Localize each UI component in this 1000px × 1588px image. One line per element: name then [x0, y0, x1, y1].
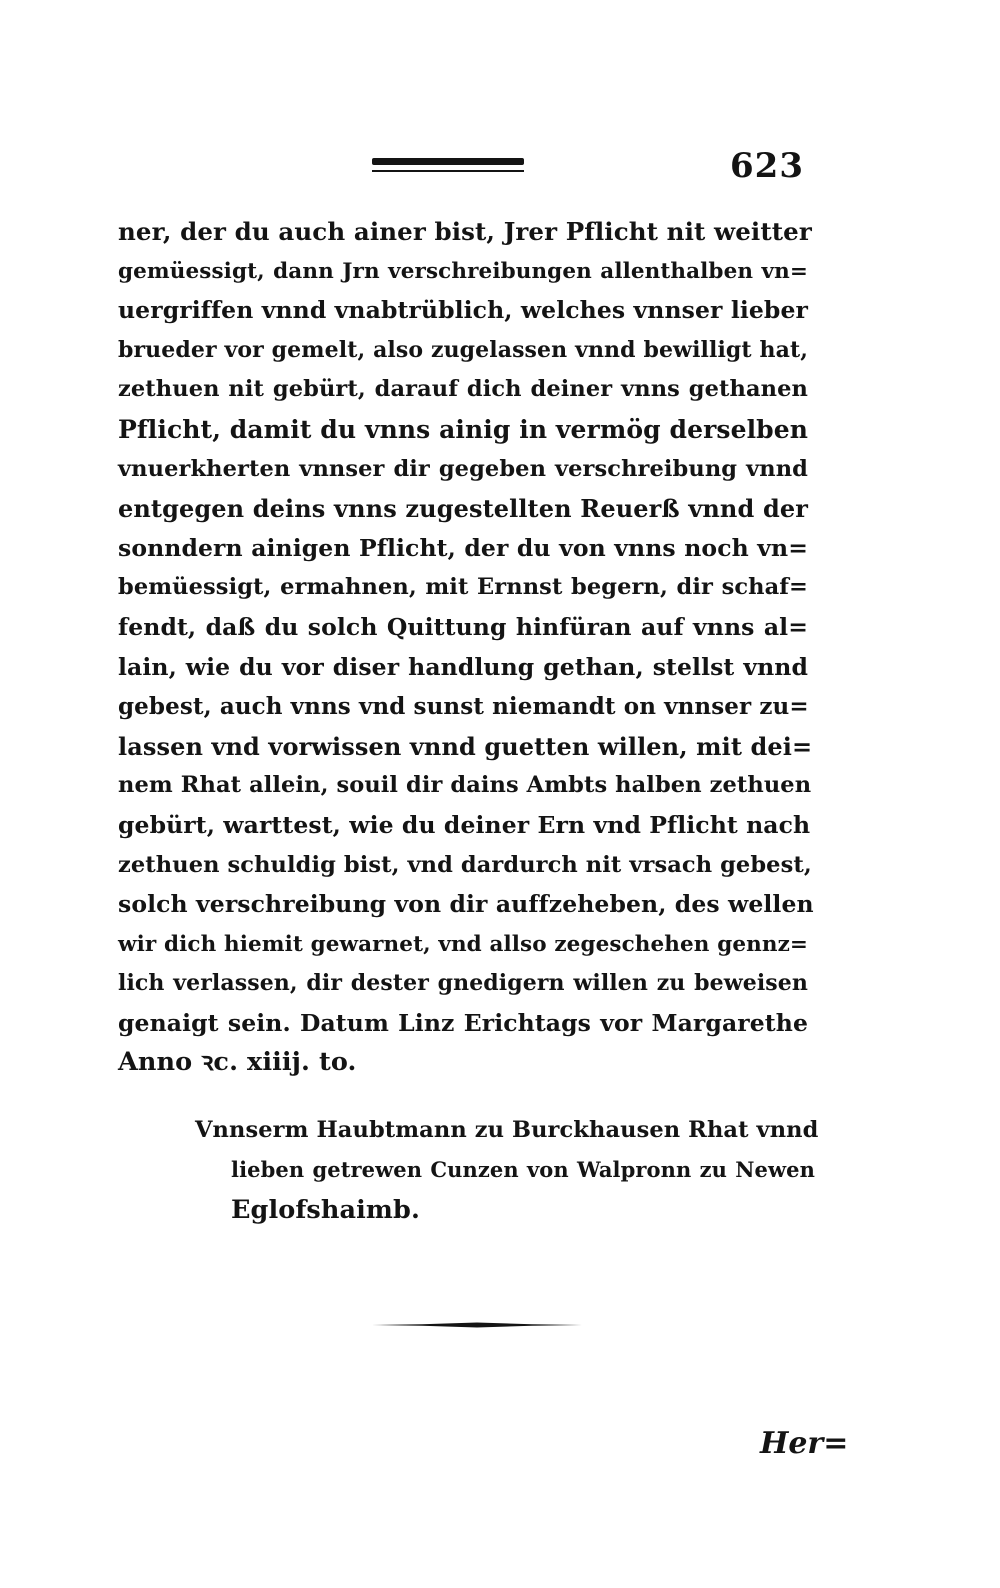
footer-ornament-rule: [372, 1320, 582, 1330]
body-line: brueder vor gemelt, also zugelassen vnnd bewilligt hat,: [118, 336, 808, 363]
page-number: 623: [730, 146, 804, 186]
address-line: lieben getrewen Cunzen von Walpronn zu Newen: [231, 1157, 815, 1182]
header-rule-bar: [372, 158, 524, 165]
letter-body: [118, 212, 814, 1083]
body-line: gebürt, warttest, wie du deiner Ern vnd Pflicht nach: [118, 810, 811, 839]
body-line: vnuerkherten vnnser dir gegeben verschreibung vnnd: [118, 455, 808, 482]
body-line: zethuen nit gebürt, darauf dich deiner vnns gethanen: [118, 376, 808, 403]
body-line-dateline: Anno ꝛc. xiiij. to.: [118, 1047, 357, 1078]
body-line: fendt, daß du solch Quittung hinfüran auf vnns al=: [118, 612, 808, 641]
body-line: zethuen schuldig bist, vnd dardurch nit vrsach gebest,: [118, 851, 812, 878]
body-line: wir dich hiemit gewarnet, vnd allso zegeschehen gennz=: [118, 931, 808, 957]
header-rule: [372, 158, 524, 172]
catchword: Her=: [760, 1426, 849, 1461]
body-line: gebest, auch vnns vnd sunst niemandt on vnnser zu=: [118, 693, 809, 721]
address-line: Eglofshaimb.: [231, 1195, 420, 1225]
body-line: genaigt sein. Datum Linz Erichtags vor Margarethe: [118, 1008, 808, 1037]
body-line: nem Rhat allein, souil dir dains Ambts halben zethuen: [118, 772, 812, 799]
body-line: lich verlassen, dir dester gnedigern willen zu beweisen: [118, 970, 808, 997]
body-line: solch verschreibung von dir auffzeheben, des wellen: [118, 890, 814, 919]
body-line: entgegen deins vnns zugestellten Reuerß vnnd der: [118, 494, 808, 524]
body-line: ner, der du auch ainer bist, Jrer Pflicht nit weitter: [118, 217, 812, 246]
body-line: sonndern ainigen Pflicht, der du von vnns noch vn=: [118, 533, 808, 562]
body-line: uergriffen vnnd vnabtrüblich, welches vnnser lieber: [118, 296, 808, 325]
body-line: lassen vnd vorwissen vnnd guetten willen, mit dei=: [118, 731, 813, 761]
header-rule-line: [372, 170, 524, 172]
body-line: bemüessigt, ermahnen, mit Ernnst begern, dir schaf=: [118, 574, 808, 601]
body-line: lain, wie du vor diser handlung gethan, stellst vnnd: [118, 652, 808, 681]
address-line: Vnnserm Haubtmann zu Burckhausen Rhat vnnd: [195, 1117, 819, 1143]
body-line: gemüessigt, dann Jrn verschreibungen allenthalben vn=: [118, 258, 808, 284]
letter-address: [195, 1110, 819, 1230]
body-line: Pflicht, damit du vnns ainig in vermög derselben: [118, 414, 809, 444]
